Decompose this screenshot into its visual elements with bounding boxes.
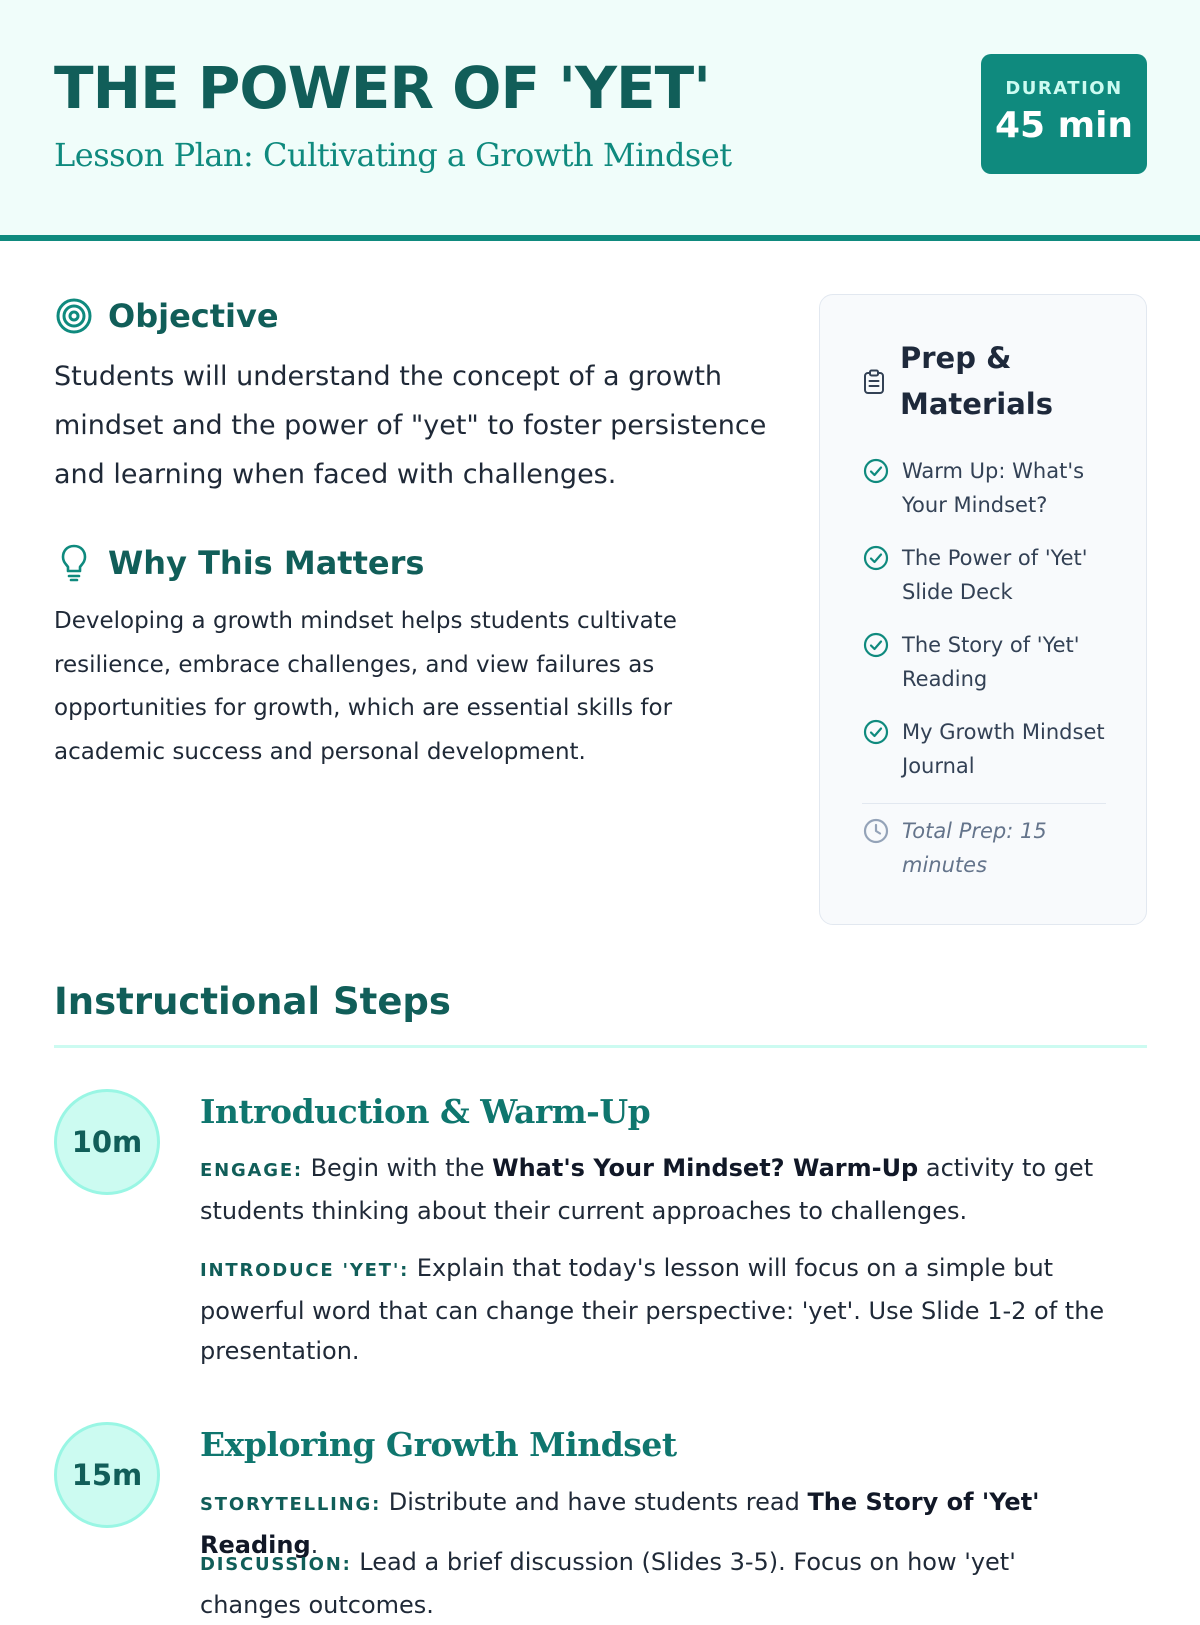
clipboard-icon bbox=[862, 369, 886, 393]
prep-materials-card bbox=[819, 294, 1147, 925]
list-item bbox=[862, 629, 1107, 696]
objective-heading-row bbox=[54, 296, 279, 336]
step-tag: STORYTELLING: bbox=[200, 1494, 382, 1515]
duration-label: DURATION bbox=[1005, 78, 1123, 99]
step-duration-badge: 10m bbox=[54, 1089, 160, 1195]
check-circle-icon bbox=[862, 457, 890, 485]
prep-item-label: Warm Up: What's Your Mindset? bbox=[902, 459, 1085, 517]
lesson-title: THE POWER OF 'YET' bbox=[54, 54, 710, 122]
steps-heading: Instructional Steps bbox=[54, 980, 451, 1023]
prep-item-label: The Power of 'Yet' Slide Deck bbox=[902, 546, 1088, 604]
why-text: Developing a growth mindset helps students cultivate resilience, embrace challenges, and view failures as opportunities for growth, which are essential skills for academic success and personal development. bbox=[54, 608, 677, 765]
prep-list bbox=[862, 455, 1107, 803]
step-duration-badge: 15m bbox=[54, 1422, 160, 1528]
step-bold-text: What's Your Mindset? Warm-Up bbox=[492, 1154, 919, 1182]
step-tag: DISCUSSION: bbox=[200, 1554, 352, 1575]
objective-text: Students will understand the concept of a growth mindset and the power of "yet" to foster persistence and learning when faced with challenges. bbox=[54, 361, 767, 490]
step-title: Introduction & Warm-Up bbox=[200, 1092, 651, 1131]
list-item bbox=[862, 716, 1107, 783]
check-circle-icon bbox=[862, 544, 890, 572]
prep-total-row bbox=[862, 815, 1092, 882]
divider bbox=[862, 803, 1106, 804]
lesson-header bbox=[0, 0, 1200, 241]
check-circle-icon bbox=[862, 718, 890, 746]
objective-heading: Objective bbox=[108, 297, 279, 335]
step-text: activity to get students thinking about their current approaches to challenges. bbox=[200, 1154, 1094, 1225]
list-item bbox=[862, 542, 1107, 609]
duration-badge bbox=[981, 54, 1147, 174]
step-text: Lead a brief discussion (Slides 3-5). Focus on how 'yet' changes outcomes. bbox=[200, 1548, 1016, 1619]
prep-item-label: The Story of 'Yet' Reading bbox=[902, 633, 1080, 691]
list-item bbox=[862, 455, 1107, 522]
check-circle-icon bbox=[862, 631, 890, 659]
why-heading: Why This Matters bbox=[108, 544, 425, 582]
lesson-subtitle: Lesson Plan: Cultivating a Growth Mindset bbox=[54, 136, 732, 174]
step-paragraph bbox=[200, 1248, 1110, 1371]
prep-heading: Prep & Materials bbox=[900, 341, 1053, 421]
prep-heading-row bbox=[862, 335, 1080, 427]
clock-icon bbox=[862, 817, 890, 845]
divider bbox=[54, 1045, 1147, 1048]
step-paragraph bbox=[200, 1542, 1110, 1625]
step-bold-text: The Story of 'Yet' Reading bbox=[200, 1488, 1040, 1559]
step-text: . bbox=[310, 1531, 319, 1559]
step-tag: INTRODUCE 'YET': bbox=[200, 1260, 410, 1281]
prep-total-text: Total Prep: 15 minutes bbox=[902, 819, 1047, 877]
prep-item-label: My Growth Mindset Journal bbox=[902, 720, 1105, 778]
step-text: Begin with the bbox=[302, 1154, 493, 1182]
lightbulb-icon bbox=[54, 543, 94, 583]
step-text: Explain that today's lesson will focus on a simple but powerful word that can change their perspective: 'yet'. Use Slide 1-2 of the presentation. bbox=[200, 1254, 1105, 1365]
duration-value: 45 min bbox=[994, 105, 1134, 146]
step-paragraph bbox=[200, 1148, 1110, 1231]
step-title: Exploring Growth Mindset bbox=[200, 1425, 677, 1464]
step-text: Distribute and have students read bbox=[381, 1488, 808, 1516]
target-icon bbox=[54, 296, 94, 336]
step-tag: ENGAGE: bbox=[200, 1160, 303, 1181]
why-heading-row bbox=[54, 543, 424, 583]
